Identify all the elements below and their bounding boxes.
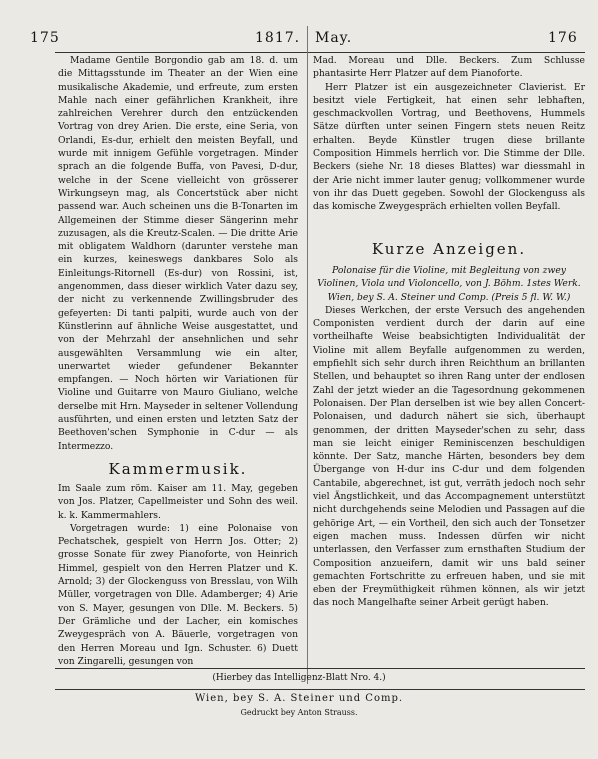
supplement-note: (Hierbey das Intelligenz-Blatt Nro. 4.) — [212, 673, 386, 683]
concert-intro: Im Saale zum röm. Kaiser am 11. May, gegeben von Jos. Platzer, Capellmeister und Sohn des weil. k. k. Kammermahlers. — [58, 483, 298, 521]
left-column-lower — [58, 482, 298, 668]
publisher-line: Wien, bey S. A. Steiner und Comp. — [194, 693, 404, 704]
page-number-right: 176 — [548, 30, 578, 46]
column-divider — [307, 26, 308, 684]
platzer-review: Herr Platzer ist ein ausgezeichneter Clavierist. Er besitzt viele Fertigkeit, hat einen sehr lebhaften, geschmackvollen Vortrag, und Beethovens, Hummels Sätze dürften unter seinen Fingern stets neuen Reitz erhalten. Beyde Künstler trugen diese brillante Composition Himmels herrlich vor. Die Stimme der Dlle. Beckers (siehe Nr. 18 dieses Blattes) war diessmahl in der Arie nicht immer lauter genug; vollkommener wurde von ihr das Duett gegeben. Sowohl der Glockenguss als das komische Zweygespräch erhielten vollen Beyfall. — [313, 81, 585, 213]
header-year: 1817. — [255, 30, 301, 46]
programme-list: Vorgetragen wurde: 1) eine Polonaise von Pechatschek, gespielt von Herrn Jos. Otter; 2) grosse Sonate für zwey Pianoforte, von Heinrich Himmel, gespielt von den Herren Platzer und K. Arnold; 3) der Glockenguss von Bresslau, von Wilh Müller, vorgetragen von Dlle. Adamberger; 4) Arie von S. Mayer, gesungen von Dlle. M. Beckers. 5) Der Grämliche und der Lacher, ein komisches Zweygespräch von A. Bäuerle, vorgetragen von den Herren Moreau und Ign. Schuster. 6) Duett von Zingarelli, gesungen von — [58, 522, 298, 667]
right-column-lower — [313, 264, 585, 610]
left-column — [58, 54, 298, 453]
polonaise-notice: Polonaise für die Violine, mit Begleitung von zwey Violinen, Viola und Violoncello, von J. Böhm. 1stes Werk. Wien, bey S. A. Steiner und Comp. (Preis 5 fl. W. W.) — [317, 265, 581, 303]
footer-rule-bottom — [55, 689, 585, 690]
page-number-left: 175 — [30, 30, 60, 46]
header-rule — [55, 52, 585, 53]
polonaise-review: Dieses Werkchen, der erste Versuch des angehenden Componisten verdient durch der darin auf eine vortheilhafte Weise beabsichtigten Individualität der Violine mit allem Beyfalle aufgenommen zu werden, empfiehlt sich sehr durch ihren Reichthum an brillanten Stellen, und behauptet so ihren Rang unter der endlosen Zahl der jetzt wieder an die Tagesordnung gekommenen Polonaisen. Der Plan derselben ist wie bey allen Concert-Polonaisen, und dadurch nähert sie sich, überhaupt genommen, der dritten Mayseder'schen zu sehr, dass man sie leicht einiger Reminiscenzen beschuldigen könnte. Der Satz, manche Härten, besonders bey dem Übergange von H-dur ins C-dur und dem folgenden Cantabile, abgerechnet, ist gut, verräth jedoch noch sehr viel Ängstlichkeit, und das Accompagnement unterstützt nicht durchgehends seine Melodien und Passagen auf die gehörige Art, — ein Vortheil, den sich auch der Tonsetzer eigen machen muss. Indessen dürfen wir nicht unterlassen, den Verfasser zum ernsthaften Studium der Composition anzueifern, damit wir uns bald seiner gemachten Fortschritte zu erfreuen haben, und sie mit eben der Freymüthigkeit rühmen können, als wir jetzt das noch Mangelhafte seiner Arbeit gerügt haben. — [313, 304, 585, 609]
footer-rule-top — [55, 668, 585, 669]
concert-conclusion: Mad. Moreau und Dlle. Beckers. Zum Schlusse phantasirte Herr Platzer auf dem Pianoforte. — [313, 55, 585, 80]
right-column — [313, 54, 585, 214]
section-heading-kammermusik: Kammermusik. — [108, 460, 248, 478]
section-heading-kurze-anzeigen: Kurze Anzeigen. — [371, 240, 527, 258]
header-month: May. — [315, 30, 353, 46]
printer-line: Gedruckt bey Anton Strauss. — [240, 708, 358, 717]
borgondio-article: Madame Gentile Borgondio gab am 18. d. um die Mittagsstunde im Theater an der Wien eine musikalische Akademie, und erfreute, zum ersten Mahle nach einer gefährlichen Krankheit, ihre zahlreichen Verehrer durch den entzückenden Vortrag von drey Arien. Die erste, eine Seria, von Orlandi, Es-dur, erhielt den meisten Beyfall, und wurde mit innigem Gefühle vorgetragen. Minder sprach an die folgende Buffa, von Pavesi, D-dur, welche in der Scene vielleicht von grösserer Wirkungseyn mag, als Concertstück aber nicht passend war. Auch scheinen uns die B-Tonarten im Allgemeinen der Stimme dieser Sängerinn mehr zuzusagen, als die Kreutz-Scalen. — Die dritte Arie mit obligatem Waldhorn (darunter verstehe man ein kurzes, keineswegs dankbares Solo als Einleitungs-Ritornell (Es-dur) von Rossini, ist, angenommen, dass dieser wirklich Vater dazu sey, der nicht zu verkennende Zwillingsbruder des gefeyerten: Di tanti palpiti, wurde auch von der Künstlerinn auf ähnliche Weise ausgestattet, und von der Mehrzahl der ansehnlichen und sehr ausgewählten Versammlung wie ein alter, unerwartet wieder gefundener Bekannter empfangen. — Noch hörten wir Variationen für Violine und Guitarre von Mauro Giuliano, welche derselbe mit Hrn. Mayseder in seltener Vollendung ausführten, und einen ersten und letzten Satz der Beethoven'schen Symphonie in C-dur — als Intermezzo. — [58, 55, 298, 452]
